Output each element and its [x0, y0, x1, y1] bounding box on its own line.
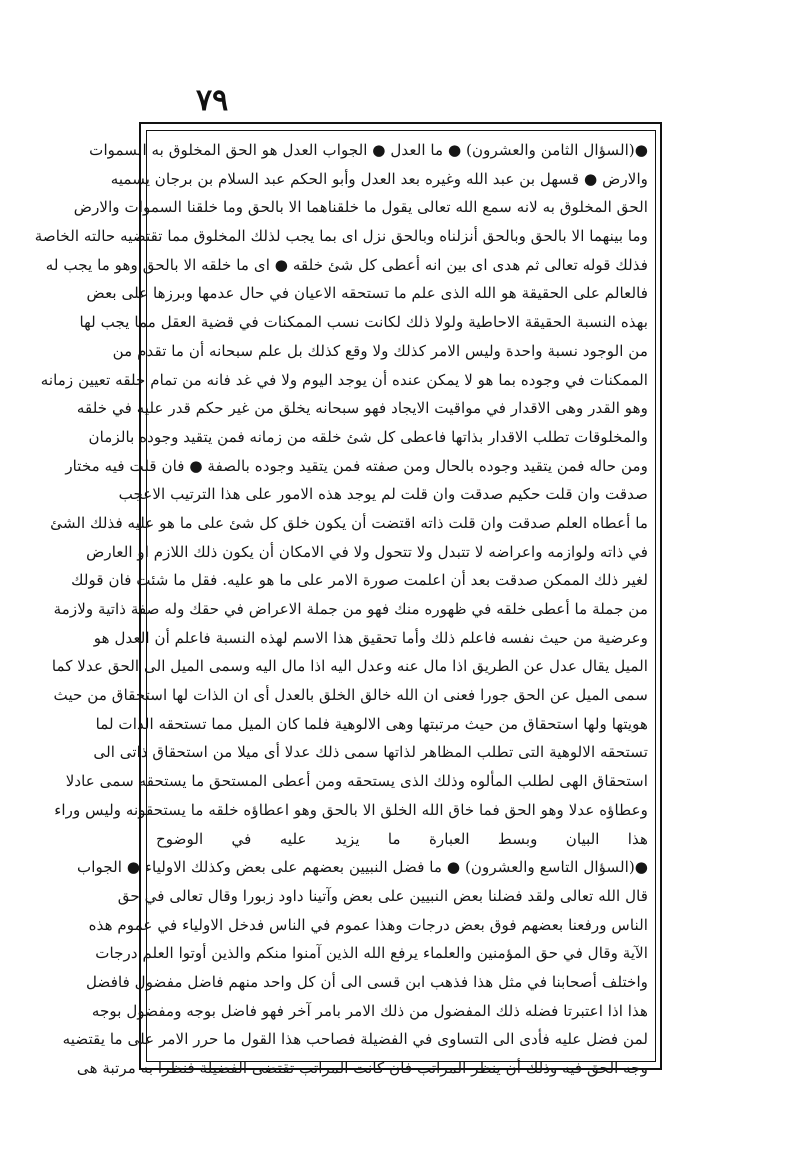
text-line: والمخلوقات تطلب الاقدار بذاتها فاعطى كل شئ خلقه من زمانه فمن يتقيد وجوده بالزمان — [88, 427, 648, 446]
text-line: وجه الحق فيه وذلك أن ينظر المراتب فان كانت المراتب تقتضى الفضيلة فنظرا به مرتبة هى — [76, 1059, 648, 1077]
text-line: الناس ورفعنا بعضهم فوق بعض درجات وهذا عموم في الناس فدخل الاولياء في عموم هذه — [88, 915, 648, 934]
text-line: فذلك قوله تعالى ثم هدى اى بين انه أعطى كل شئ خلقه ● اى ما خلقه الا بالحق وهو ما يجب له — [45, 255, 648, 274]
text-line: قال الله تعالى ولقد فضلنا بعض النبيين على بعض وآتينا داود زبورا وقال تعالى في حق — [117, 886, 648, 905]
text-line: ما أعطاه العلم صدقت وان قلت ذاته اقتضت أن يكون خلق كل شئ على ما هو عليه فذلك الشئ — [50, 513, 648, 532]
text-line: وما بينهما الا بالحق وبالحق أنزلناه وبالحق نزل اى بما يجب لذلك المخلوق مما تقتضيه حالته الخاصة — [34, 227, 648, 246]
text-line: واختلف أصحابنا في مثل هذا فذهب ابن قسى الى أن كل واحد منهم فاضل مفضول فافضل — [86, 972, 648, 991]
text-line: بهذه النسبة الحقيقة الاحاطية ولولا ذلك لكانت نسب الممكنات في قضية العقل مما يجب لها — [79, 313, 648, 332]
text-line: هذا البيان وبسط العبارة ما يزيد عليه في الوضوح — [156, 829, 648, 848]
text-line: والارض ● قسهل بن عبد الله وغيره بعد العدل وأبو الحكم عبد السلام بن برجان يسميه — [110, 169, 648, 188]
text-line: ومن حاله فمن يتقيد وجوده بالحال ومن صفته فمن يتقيد وجوده بالصفة ● فان قلت فيه مختار — [65, 456, 648, 475]
text-line: هذا اذا اعتبرتا فضله ذلك المفضول من ذلك الامر بامر آخر فهو فاضل بوجه ومفضول بوجه — [91, 1001, 648, 1020]
text-line: وعطاؤه عدلا وهو الحق فما خاق الله الخلق الا بالحق وهو اعطاؤه خلقه ما يستحقونه وليس وراء — [54, 800, 648, 819]
text-line: استحقاق الهى لطلب المألوه وذلك الذى يستحقه ومن أعطى المستحق ما يستحقه سمى عادلا — [65, 772, 648, 791]
text-line: الممكنات في وجوده بما هو لا يمكن عنده أن يوجد اليوم ولا في غد فانه من تمام خلقه تعيين زمانه — [40, 370, 648, 389]
text-line: ●(السؤال التاسع والعشرون) ● ما فضل النبيين بعضهم على بعض وكذلك الاولياء ● الجواب — [77, 858, 648, 877]
text-line: في ذاته ولوازمه واعراضه لا تتبدل ولا تتحول ولا في الامكان أن يكون ذلك اللازم او العارض — [86, 542, 648, 561]
text-line: ●(السؤال الثامن والعشرون) ● ما العدل ● الجواب العدل هو الحق المخلوق به السموات — [89, 141, 648, 159]
text-line: الميل يقال عدل عن الطريق اذا مال عنه وعدل اليه اذا مال اليه وسمى الميل الى الحق عدلا كما — [51, 657, 648, 676]
text-line: تستحقه الالوهية التى تطلب المظاهر لذاتها سمى ذلك عدلا أى ميلا من استحقاق ذاتى الى — [93, 743, 648, 762]
text-line: هويتها ولها استحقاق من حيث مرتبتها وهى الالوهية فلما كان الميل مما تستحقه الذات لما — [95, 714, 648, 733]
text-line: من جملة ما أعطى خلقه في ظهوره منك فهو من جملة الاعراض في حقك وله صفة ذاتية ولازمة — [53, 600, 648, 618]
text-line: الحق المخلوق به لانه سمع الله تعالى يقول ما خلقناهما الا بالحق وما خلقنا السموات والارض — [73, 198, 648, 217]
text-line: صدقت وان قلت حكيم صدقت وان قلت لم يوجد هذه الامور على هذا الترتيب الاعجب — [118, 485, 648, 504]
text-line: وعرضية من حيث نفسه فاعلم ذلك وأما تحقيق هذا الاسم لهذه النسبة فاعلم أن العدل هو — [93, 628, 648, 647]
text-line: الآية وقال في حق المؤمنين والعلماء يرفع الله الذين آمنوا منكم والذين أوتوا العلم درجات — [95, 944, 648, 963]
text-line: من الوجود نسبة واحدة وليس الامر كذلك ولا وقع كذلك بل علم سبحانه أن ما تقدم من — [112, 341, 648, 360]
text-line: لغير ذلك الممكن صدقت بعد أن اعلمت صورة الامر على ما هو عليه. فقل ما شئت فان قولك — [71, 571, 648, 590]
page-number: ٧٩ — [196, 83, 229, 118]
text-line: فالعالم على الحقيقة هو الله الذى علم ما تستحقه الاعيان في حال عدمها وبرزها على بعض — [86, 284, 648, 303]
text-block — [34, 136, 648, 1077]
text-line: وهو القدر وهى الاقدار في مواقيت الايجاد فهو سبحانه يخلق من غير حكم قدر عليه في خلقه — [76, 399, 648, 418]
text-line: سمى الميل عن الحق جورا فعنى ان الله خالق الخلق بالعدل أى ان الذات لها استحقاق من حيث — [53, 686, 648, 705]
text-line: لمن فضل عليه فأدى الى التساوى في الفضيلة فصاحب هذا القول ما حرر الامر على ما يقتضيه — [62, 1030, 648, 1049]
